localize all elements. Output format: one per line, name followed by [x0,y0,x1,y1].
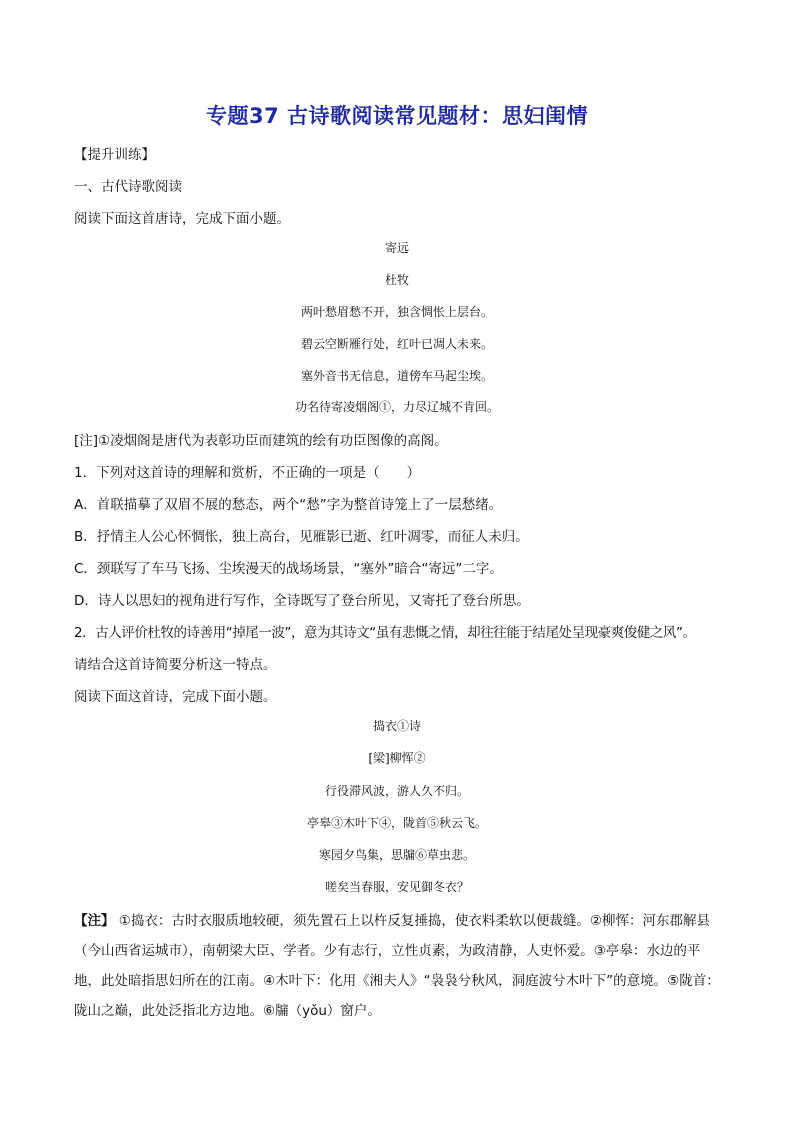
instruction-2: 阅读下面这首诗，完成下面小题。 [74,689,277,705]
poem2-note [74,906,724,1026]
poem2-note-label: 【注】 [74,913,115,929]
question-1-stem: 1．下列对这首诗的理解和赏析，不正确的一项是（ ） [74,465,421,481]
poem2-note-text: ①捣衣：古时衣服质地较硬，须先置石上以杵反复捶捣，使衣料柔软以便裁缝。②柳恽：河东郡解县（今山西省运城市），南朝梁大臣、学者。少有志行，立性贞素，为政清静，人吏怀爱。③亭皋：水边的平地，此处暗指思妇所在的江南。④木叶下：化用《湘夫人》“袅袅兮秋风，洞庭波兮木叶下”的意境。⑤陇首：陇山之巅，此处泛指北方边地。⑥牖（yǒu）窗户。 [74,913,720,1019]
poem2-line: 行役滞风波，游人久不归。 [324,784,469,798]
poem2-title: 捣衣①诗 [372,719,421,733]
option-b: B．抒情主人公心怀惆怅，独上高台，见雁影已逝、红叶凋零，而征人未归。 [74,529,529,545]
poem2-line: 嗟矣当春服，安见御冬衣？ [324,880,469,894]
part-heading: 一、古代诗歌阅读 [74,179,182,195]
page-title: 专题37 古诗歌阅读常见题材：思妇闺情 [205,104,589,128]
poem1-line: 塞外音书无信息，道傍车马起尘埃。 [300,369,493,383]
question-2-line2: 请结合这首诗简要分析这一特点。 [74,657,277,673]
poem2-author: [梁]柳恽② [368,751,426,765]
section-tag: 【提升训练】 [74,147,155,163]
poem1-line: 功名待寄凌烟阁①，力尽辽城不肯回。 [294,400,499,414]
poem2-line: 寒园夕鸟集，思牖⑥草虫悲。 [318,848,475,862]
poem1-line: 碧云空断雁行处，红叶已凋人未来。 [300,337,493,351]
option-a: A．首联描摹了双眉不展的愁态，两个“愁”字为整首诗笼上了一层愁绪。 [74,497,503,513]
poem1-author: 杜牧 [384,273,409,287]
poem1-title: 寄远 [384,241,409,255]
poem1-note: [注]①凌烟阁是唐代为表彰功臣而建筑的绘有功臣图像的高阁。 [74,433,448,449]
option-c: C．颈联写了车马飞扬、尘埃漫天的战场场景，“塞外”暗合“寄远”二字。 [74,561,503,577]
option-d: D．诗人以思妇的视角进行写作，全诗既写了登台所见，又寄托了登台所思。 [74,593,530,609]
question-2-line1: 2．古人评价杜牧的诗善用“掉尾一波”，意为其诗文“虽有悲慨之情，却往往能于结尾处呈现豪爽俊健之风”。 [74,625,696,641]
poem2-line: 亭皋③木叶下④，陇首⑤秋云飞。 [306,816,487,830]
poem1-line: 两叶愁眉愁不开，独含惆怅上层台。 [300,305,493,319]
instruction-1: 阅读下面这首唐诗，完成下面小题。 [74,211,290,227]
